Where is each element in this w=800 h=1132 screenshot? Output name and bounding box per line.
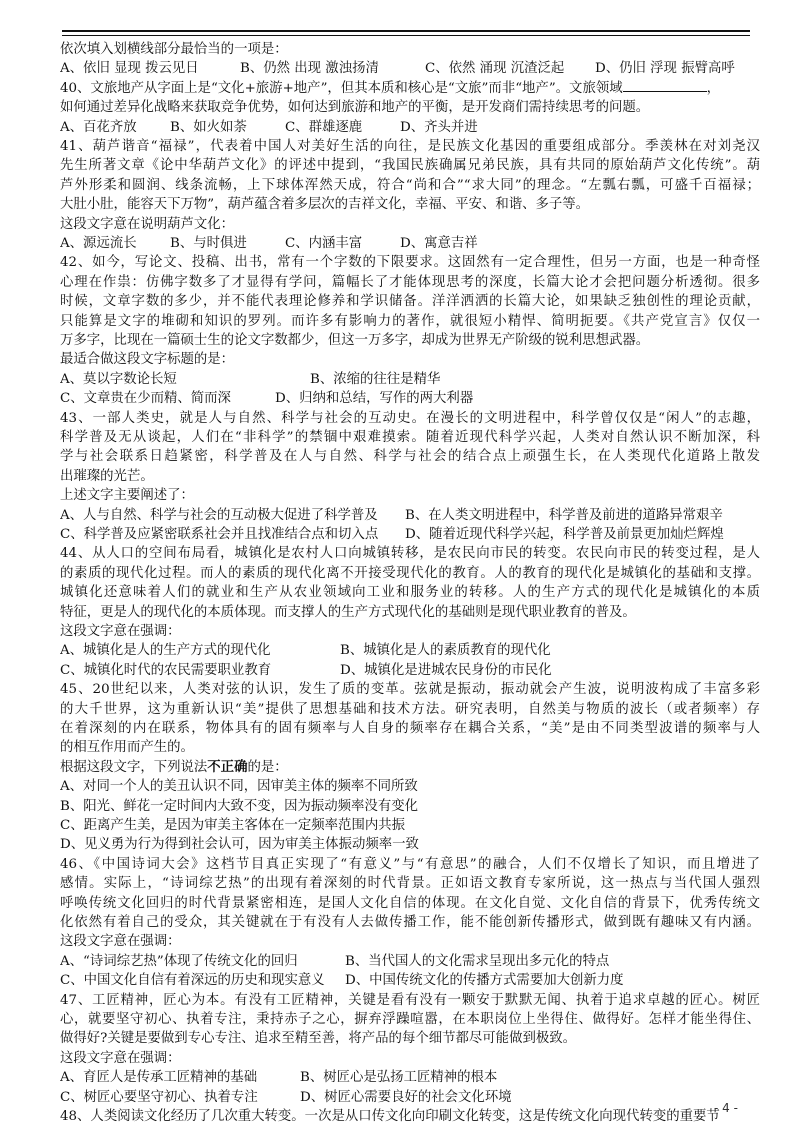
q41-option-d[interactable]: D、寓意吉祥 <box>400 236 478 252</box>
q42-option-d[interactable]: D、归纳和总结，写作的两大利器 <box>275 391 474 407</box>
q45-option-d[interactable]: D、见义勇为行为得到社会认可，因为审美主体振动频率一致 <box>60 837 419 853</box>
q39-options <box>60 59 760 78</box>
q43-line: 科学普及无从谈起，人们在“非科学”的禁锢中艰难摸索。随着近现代科学兴起，人类对自然认识不断加深，科 <box>60 430 760 445</box>
q47-option-b[interactable]: B、树匠心是弘扬工匠精神的根本 <box>300 1070 498 1086</box>
q44-option-d[interactable]: D、城镇化是进城农民身份的市民化 <box>340 662 552 678</box>
q43-option-c[interactable]: C、科学普及应紧密联系社会并且找准结合点和切入点 <box>60 527 379 542</box>
q44-line: 城镇化还意味着人们的就业和生产从农业领域向工业和服务业的转移。人的生产方式的现代化是城镇化的本质 <box>60 585 760 601</box>
q45-line: 45、20世纪以来，人类对弦的认识，发生了质的变革。弦就是振动，振动就会产生波，说明波构成了丰富多彩 <box>60 682 760 698</box>
q46-line: 46、《中国诗词大会》这档节目真正实现了“有意义”与“有意思”的融合，人们不仅增长了知识，而且增进了 <box>60 856 760 872</box>
header-rule-thick <box>62 30 750 32</box>
q41-options <box>60 234 760 253</box>
q46-stem: 这段文字意在强调： <box>60 934 181 950</box>
q46-option-b[interactable]: B、当代国人的文化需求呈现出多元化的特点 <box>345 953 610 969</box>
q45-line: 的大千世界，这为重新认识“美”提供了思想基础和技术方法。研究表明，自然美与物质的波长（或者频率）存 <box>60 701 760 717</box>
q44-option-b[interactable]: B、城镇化是人的素质教育的现代化 <box>340 643 551 659</box>
q44-option-a[interactable]: A、城镇化是人的生产方式的现代化 <box>60 643 271 659</box>
q45-option-c[interactable]: C、距离产生美，是因为审美主客体在一定频率范围内共振 <box>60 818 406 833</box>
q46-option-d[interactable]: D、中国传统文化的传播方式需要加大创新力度 <box>345 973 624 989</box>
q43-stem: 上述文字主要阐述了： <box>60 488 194 504</box>
q39-stem: 依次填入划横线部分最恰当的一项是： <box>60 42 288 57</box>
q45-stem-pre: 根据这段文字，下列说法 <box>60 759 208 775</box>
q47-option-d[interactable]: D、树匠心需要良好的社会文化环境 <box>300 1089 512 1105</box>
q43-options-row-2 <box>60 525 760 544</box>
q40-text-1: 40、文旅地产从字面上是“文化+旅游+地产”，但其本质和核心是“文旅”而非“地产”。文旅领域 <box>60 80 623 96</box>
q44-option-c[interactable]: C、城镇化时代的农民需要职业教育 <box>60 662 272 678</box>
q40-line-2: 如何通过差异化战略来获取竞争优势，如何达到旅游和地产的平衡，是开发商们需持续思考的问题。 <box>60 100 650 116</box>
q46-options-row-1 <box>60 952 760 971</box>
q44-options-row-2 <box>60 661 760 680</box>
q39-option-d[interactable]: D、仍旧 浮现 振臂高呼 <box>595 61 735 77</box>
q43-line: 学与社会联系日趋紧密，科学普及在人与自然、科学与社会的结合点上顽强生长，在人类现代化道路上散发 <box>60 449 760 465</box>
q40-option-d[interactable]: D、齐头并进 <box>400 119 478 135</box>
q45-line: 的相互作用而产生的。 <box>60 740 194 756</box>
page-number: - 4 - <box>714 1101 738 1115</box>
q46-line: 感情。实际上，“诗词综艺热”的出现有着深刻的时代背景。正如语文教育专家所说，这一热点与当代国人强烈 <box>60 876 760 892</box>
q40-option-a[interactable]: A、百花齐放 <box>60 119 137 135</box>
q43-options-row-1 <box>60 506 760 525</box>
q44-options-row-1 <box>60 641 760 660</box>
q45-option-b[interactable]: B、阳光、鲜花一定时间内大致不变，因为振动频率没有变化 <box>60 798 418 814</box>
q40-options <box>60 118 760 137</box>
q45-option-a[interactable]: A、对同一个人的美丑认识不同，因审美主体的频率不同所致 <box>60 779 418 795</box>
q44-line: 的素质的现代化过程。而人的素质的现代化离不开接受现代化的教育。人的教育的现代化是城镇化的基础和支撑。 <box>60 565 760 581</box>
q42-line: 42、如今，写论文、投稿、出书，常有一个字数的下限要求。这固然有一定合理性，但另一方面，也是一种奇怪 <box>60 255 760 271</box>
q40-line-1 <box>60 79 760 98</box>
q42-line: 只能算是文字的堆砌和知识的罗列。而许多有影响力的著作，就很短小精悍、简明扼要。《共产党宣言》仅仅一 <box>60 313 760 329</box>
q46-option-c[interactable]: C、中国文化自信有着深远的历史和现实意义 <box>60 973 325 989</box>
q39-option-c[interactable]: C、依然 涌现 沉渣泛起 <box>425 61 565 77</box>
q47-option-c[interactable]: C、树匠心要坚守初心、执着专注 <box>60 1089 258 1105</box>
q47-line: 做得好?关键是要做到专心专注、追求至精至善，将产品的每个细节都尽可能做到极致。 <box>60 1031 577 1047</box>
q42-line: 万多字，比现在一篇硕士生的论文字数都少，但这一万多字，却成为世界无产阶级的锐利思想武器。 <box>60 332 650 348</box>
q42-stem: 最适合做这段文字标题的是： <box>60 352 235 368</box>
q40-text-1-end: ， <box>706 80 721 96</box>
q42-option-b[interactable]: B、浓缩的往往是精华 <box>310 371 441 387</box>
q45-line: 在着深刻的内在联系，物体具有的固有频率与人自身的频率存在耦合关系，“美”是由不同类型波谱的频率与人 <box>60 720 760 736</box>
q41-line: 先生所著文章《论中华葫芦文化》的评述中提到，“我国民族确属兄弟民族，具有共同的原始葫芦文化传统”。葫 <box>60 158 760 174</box>
q46-line: 呼唤传统文化回归的时代背景紧密相连，是国人文化自信的体现。在文化自觉、文化自信的背景下，优秀传统文 <box>60 895 760 911</box>
q39-option-a[interactable]: A、依旧 显现 拨云见日 <box>60 61 199 77</box>
q44-line: 44、从人口的空间布局看，城镇化是农村人口向城镇转移，是农民向市民的转变。农民向市民的转变过程，是人 <box>60 546 760 562</box>
q46-options-row-2 <box>60 971 760 990</box>
q41-line: 41、葫芦谐音“福禄”，代表着中国人对美好生活的向往，是民族文化基因的重要组成部分。季羡林在对刘尧汉 <box>60 139 760 155</box>
q45-stem-post: 的是： <box>247 759 288 775</box>
q46-option-a[interactable]: A、“诗词综艺热”体现了传统文化的回归 <box>60 953 298 969</box>
q40-option-b[interactable]: B、如火如荼 <box>170 119 247 135</box>
q39-option-b[interactable]: B、仍然 出现 激浊扬清 <box>240 61 379 77</box>
q41-line: 芦外形柔和圆润、线条流畅，上下球体浑然天成，符合“尚和合”“求大同”的理念。“左瓢右瓢，可盛千百福禄； <box>60 177 760 193</box>
q43-option-d[interactable]: D、随着近现代科学兴起，科学普及前景更加灿烂辉煌 <box>405 527 724 542</box>
q41-option-b[interactable]: B、与时俱进 <box>170 236 247 252</box>
q42-options-row-1 <box>60 370 760 389</box>
q44-line: 特征，更是人的现代化的本质体现。而支撑人的生产方式现代化的基础则是现代职业教育的普及。 <box>60 604 636 620</box>
q47-stem: 这段文字意在强调： <box>60 1050 181 1066</box>
q41-line: 大肚小肚，能容天下万物”，葫芦蕴含着多层次的吉祥文化，幸福、平安、和谐、多子等。 <box>60 197 590 213</box>
q48-line: 48、人类阅读文化经历了几次重大转变。一次是从口传文化向印刷文化转变，这是传统文化向现代转变的重要节 <box>60 1109 720 1124</box>
q40-fill-blank <box>623 79 707 92</box>
q41-option-c[interactable]: C、内涵丰富 <box>285 236 363 252</box>
q40-option-c[interactable]: C、群雄逐鹿 <box>285 119 363 135</box>
q43-option-a[interactable]: A、人与自然、科学与社会的互动极大促进了科学普及 <box>60 507 378 523</box>
q42-line: 心理在作祟：仿佛字数多了才显得有学问，篇幅长了才能体现思考的深度，长篇大论才会把问题分析透彻。很多 <box>60 274 760 290</box>
header-rule-thin <box>62 35 750 36</box>
q42-option-c[interactable]: C、文章贵在少而精、简而深 <box>60 391 231 407</box>
q43-option-b[interactable]: B、在人类文明进程中，科学普及前进的道路异常艰辛 <box>405 507 723 523</box>
q44-stem: 这段文字意在强调： <box>60 623 181 639</box>
q47-line: 47、工匠精神，匠心为本。有没有工匠精神，关键是看有没有一颗安于默默无闻、执着于追求卓越的匠心。树匠 <box>60 992 760 1008</box>
q42-line: 时候，文章字数的多少，并不能代表理论修养和学识储备。洋洋洒洒的长篇大论，如果缺乏独创性的理论贡献， <box>60 294 760 310</box>
q43-line: 43、一部人类史，就是人与自然、科学与社会的互动史。在漫长的文明进程中，科学曾仅仅是“闲人”的志趣， <box>60 410 760 426</box>
q42-options-row-2 <box>60 389 760 408</box>
q47-line: 心，就要坚守初心、执着专注，秉持赤子之心，摒弃浮躁喧嚣，在本职岗位上坐得住、做得好。怎样才能坐得住、 <box>60 1011 760 1027</box>
q42-option-a[interactable]: A、莫以字数论长短 <box>60 371 177 387</box>
q46-line: 化依然有着自己的受众，其关键就在于有没有人去做传播工作，能不能创新传播形式，做到既有趣味又有内涵。 <box>60 914 760 930</box>
q47-option-a[interactable]: A、育匠人是传承工匠精神的基础 <box>60 1070 258 1086</box>
q47-options-row-1 <box>60 1068 760 1087</box>
q43-line: 出璀璨的光芒。 <box>60 468 154 484</box>
q41-stem: 这段文字意在说明葫芦文化： <box>60 216 235 232</box>
q45-stem-emphasis: 不正确 <box>207 758 248 775</box>
q47-options-row-2 <box>60 1088 760 1107</box>
q45-stem <box>60 758 760 777</box>
q41-option-a[interactable]: A、源远流长 <box>60 236 137 252</box>
exam-page-content <box>60 40 760 1126</box>
